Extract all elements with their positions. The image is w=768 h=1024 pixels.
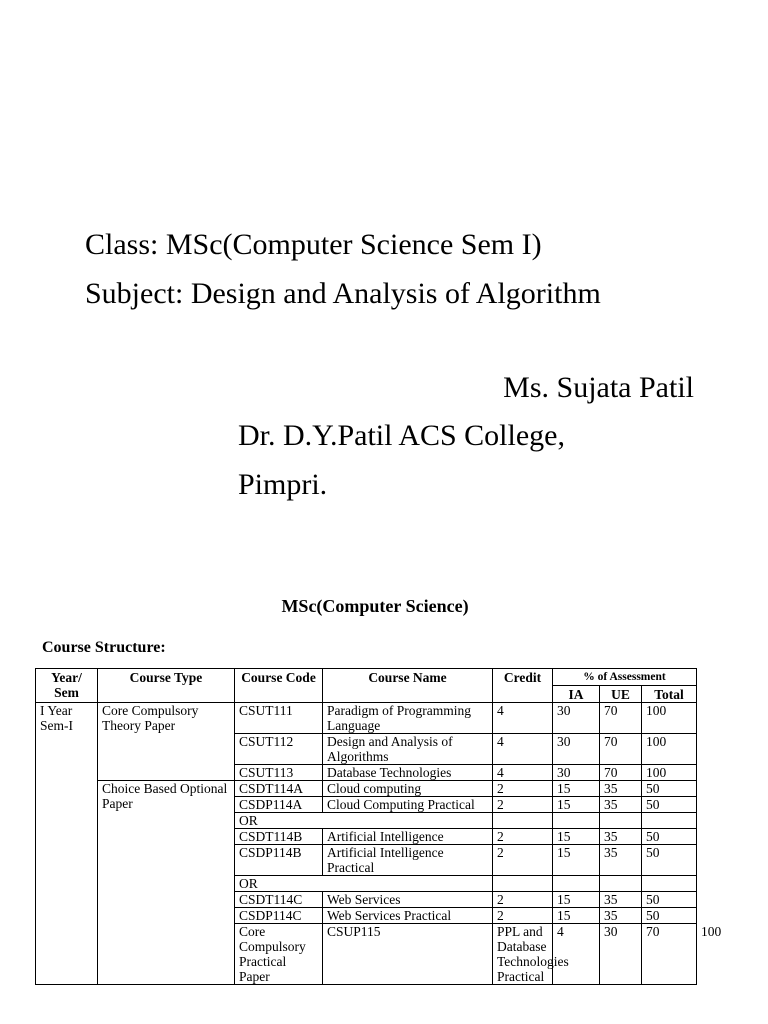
ue-cell: 35	[600, 908, 642, 924]
col-ue: UE	[600, 686, 642, 703]
ue-cell: 35	[600, 781, 642, 797]
credit-cell: 2	[493, 797, 553, 813]
year-sem-cell: I Year Sem-I	[36, 703, 98, 985]
class-line: Class: MSc(Computer Science Sem I)	[85, 228, 542, 261]
course-type-cell: Core Compulsory Practical Paper	[235, 924, 323, 985]
credit-cell: 4	[493, 765, 553, 781]
course-code-cell: CSDT114A	[235, 781, 323, 797]
total-cell: 50	[642, 845, 697, 876]
credit-cell: 2	[493, 829, 553, 845]
ue-cell: 35	[600, 892, 642, 908]
table-row	[36, 781, 697, 797]
course-code-cell: CSUT113	[235, 765, 323, 781]
col-credit: Credit	[493, 669, 553, 703]
credit-cell: 2	[493, 781, 553, 797]
credit-cell: 4	[553, 924, 600, 985]
course-name-cell: Cloud Computing Practical	[323, 797, 493, 813]
course-code-cell: CSDP114B	[235, 845, 323, 876]
empty-cell	[600, 876, 642, 892]
course-structure-table	[35, 668, 722, 985]
total-cell: 50	[642, 908, 697, 924]
col-assessment: % of Assessment	[553, 669, 697, 686]
col-year-sem: Year/ Sem	[36, 669, 98, 703]
or-separator: OR	[235, 813, 493, 829]
total-cell: 50	[642, 829, 697, 845]
course-name-cell: Cloud computing	[323, 781, 493, 797]
course-name-cell: Database Technologies	[323, 765, 493, 781]
course-name-cell: Web Services Practical	[323, 908, 493, 924]
course-structure-heading: Course Structure:	[42, 639, 166, 656]
total-cell: 50	[642, 797, 697, 813]
ue-cell: 35	[600, 845, 642, 876]
course-name-cell: Design and Analysis of Algorithms	[323, 734, 493, 765]
table-header-row	[36, 669, 697, 686]
ue-cell: 35	[600, 797, 642, 813]
col-course-type: Course Type	[98, 669, 235, 703]
credit-cell: 4	[493, 703, 553, 734]
credit-cell: 2	[493, 892, 553, 908]
empty-cell	[642, 876, 697, 892]
course-name-cell: Web Services	[323, 892, 493, 908]
ia-cell: 30	[553, 703, 600, 734]
or-separator: OR	[235, 876, 493, 892]
total-cell: 100	[642, 703, 697, 734]
col-course-name: Course Name	[323, 669, 493, 703]
course-code-cell: CSDP114C	[235, 908, 323, 924]
ue-cell: 70	[642, 924, 697, 985]
ue-cell: 70	[600, 765, 642, 781]
credit-cell: 2	[493, 845, 553, 876]
ia-cell: 30	[600, 924, 642, 985]
course-code-cell: CSDP114A	[235, 797, 323, 813]
ia-cell: 15	[553, 797, 600, 813]
table-row: Core Compulsory Practical Paper CSUP115 PPL and Database Technologies Practical 4 30 70 100	[36, 924, 697, 985]
course-code-cell: CSUT112	[235, 734, 323, 765]
empty-cell	[493, 876, 553, 892]
empty-cell	[600, 813, 642, 829]
course-code-cell: CSDT114C	[235, 892, 323, 908]
ia-cell: 15	[553, 829, 600, 845]
ue-cell: 35	[600, 829, 642, 845]
total-cell: 100	[642, 765, 697, 781]
ia-cell: 15	[553, 781, 600, 797]
total-cell: 100	[642, 734, 697, 765]
ue-cell: 70	[600, 703, 642, 734]
course-code-cell: CSUP115	[323, 924, 493, 985]
col-ia: IA	[553, 686, 600, 703]
course-code-cell: CSDT114B	[235, 829, 323, 845]
ia-cell: 30	[553, 765, 600, 781]
ia-cell: 30	[553, 734, 600, 765]
college-name: Dr. D.Y.Patil ACS College,	[238, 419, 565, 452]
credit-cell: 2	[493, 908, 553, 924]
empty-cell	[553, 813, 600, 829]
subject-line: Subject: Design and Analysis of Algorithm	[85, 277, 601, 310]
course-name-cell: Artificial Intelligence Practical	[323, 845, 493, 876]
col-total: Total	[642, 686, 697, 703]
total-cell: 50	[642, 892, 697, 908]
ue-cell: 70	[600, 734, 642, 765]
course-code-cell: CSUT111	[235, 703, 323, 734]
teacher-name: Ms. Sujata Patil	[503, 371, 694, 404]
ia-cell: 15	[553, 845, 600, 876]
empty-cell	[642, 813, 697, 829]
ia-cell: 15	[553, 908, 600, 924]
total-cell: 50	[642, 781, 697, 797]
college-city: Pimpri.	[238, 468, 328, 501]
course-name-cell: Paradigm of Programming Language	[323, 703, 493, 734]
credit-cell: 4	[493, 734, 553, 765]
col-course-code: Course Code	[235, 669, 323, 703]
table-row	[36, 703, 697, 734]
ia-cell: 15	[553, 892, 600, 908]
course-name-cell: Artificial Intelligence	[323, 829, 493, 845]
empty-cell	[553, 876, 600, 892]
course-name-cell: PPL and Database Technologies Practical	[493, 924, 553, 985]
empty-cell	[493, 813, 553, 829]
course-structure-title: MSc(Computer Science)	[281, 596, 469, 616]
course-type-cell: Choice Based Optional Paper	[98, 781, 235, 985]
course-type-cell: Core Compulsory Theory Paper	[98, 703, 235, 781]
